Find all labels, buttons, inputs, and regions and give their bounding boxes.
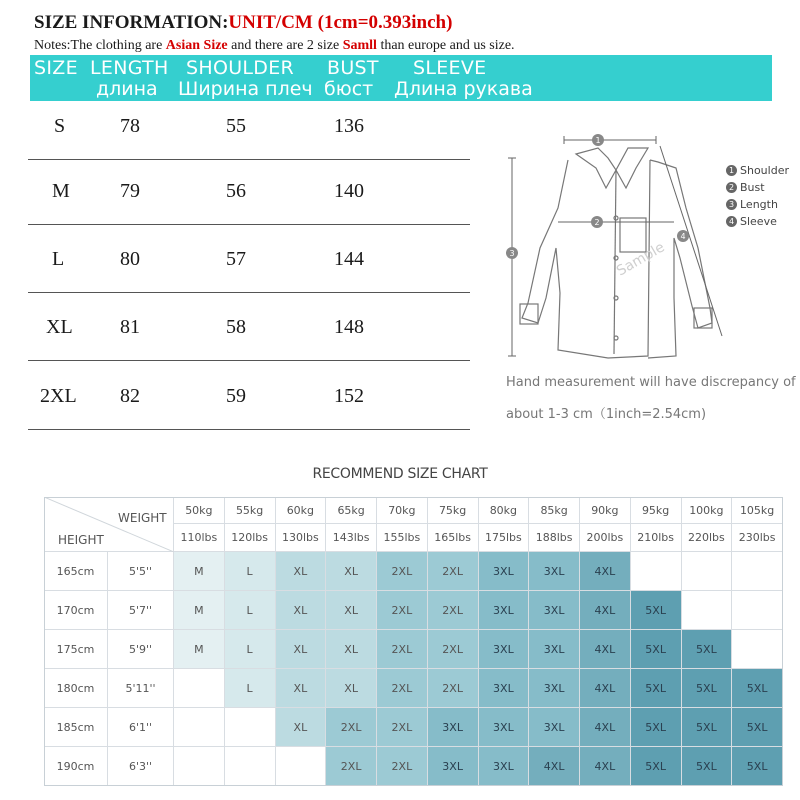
size-cell: M [174, 591, 225, 630]
legend-item [726, 213, 789, 230]
col-shoulder: SHOULDER [186, 57, 295, 79]
height-cm: 180cm [44, 669, 108, 708]
size-row [28, 157, 470, 225]
legend-label: Shoulder [740, 164, 789, 177]
notes-mid: and there are 2 size [227, 38, 343, 53]
size-cell: M [174, 630, 225, 669]
notes-small: Samll [342, 38, 377, 53]
weight-lbs-header: 220lbs [682, 524, 733, 552]
diagram-watermark: Sample [614, 239, 668, 280]
size-cell: L [225, 630, 276, 669]
size-cell: 5XL [682, 669, 733, 708]
size-cell: 3XL [479, 591, 530, 630]
size-cell: 3XL [529, 552, 580, 591]
shoulder-value: 56 [226, 180, 246, 202]
size-cell: 4XL [580, 630, 631, 669]
height-cm: 165cm [44, 552, 108, 591]
bust-value: 144 [334, 248, 364, 270]
weight-kg-header: 75kg [428, 497, 479, 524]
legend-item [726, 196, 789, 213]
size-cell: 3XL [529, 591, 580, 630]
size-cell: 4XL [580, 708, 631, 747]
size-cell: L [225, 669, 276, 708]
size-cell: 2XL [377, 552, 428, 591]
legend-label: Length [740, 198, 778, 211]
size-cell: XL [276, 708, 327, 747]
col-shoulder-ru: Ширина плеч [178, 78, 313, 100]
size-cell: XL [326, 669, 377, 708]
size-cell: 3XL [479, 747, 530, 786]
legend-num: 3 [726, 199, 737, 210]
size-cell: 5XL [631, 630, 682, 669]
col-bust-ru: бюст [324, 78, 374, 100]
height-ft: 5'5'' [108, 552, 174, 591]
col-sleeve: SLEEVE [413, 57, 487, 79]
size-cell: XL [276, 591, 327, 630]
marker-2: 2 [594, 218, 600, 227]
size-cell: 3XL [479, 669, 530, 708]
size-cell: 3XL [428, 708, 479, 747]
size-row [28, 225, 470, 293]
col-sleeve-ru: Длина рукава [394, 78, 533, 100]
length-value: 78 [120, 115, 140, 137]
weight-lbs-header: 143lbs [326, 524, 377, 552]
size-cell [682, 552, 733, 591]
size-label: M [52, 180, 70, 202]
size-cell: XL [326, 591, 377, 630]
measure-legend [726, 162, 789, 230]
size-cell [174, 708, 225, 747]
notes-asian-size: Asian Size [165, 38, 228, 53]
size-row [28, 362, 470, 430]
col-bust: BUST [327, 57, 379, 79]
shoulder-value: 57 [226, 248, 246, 270]
size-label: S [54, 115, 66, 137]
size-cell: 5XL [682, 630, 733, 669]
length-value: 81 [120, 316, 140, 338]
size-cell [631, 552, 682, 591]
size-cell: 2XL [428, 552, 479, 591]
size-cell: 5XL [682, 708, 733, 747]
length-value: 79 [120, 180, 140, 202]
weight-lbs-header: 230lbs [732, 524, 783, 552]
size-cell: 5XL [631, 591, 682, 630]
size-cell: 2XL [428, 591, 479, 630]
legend-num: 4 [726, 216, 737, 227]
size-label: 2XL [40, 385, 77, 407]
size-cell: 5XL [631, 708, 682, 747]
weight-kg-header: 65kg [326, 497, 377, 524]
recommend-size-chart [44, 497, 783, 786]
recommend-title: RECOMMEND SIZE CHART [312, 466, 488, 482]
weight-kg-header: 105kg [732, 497, 783, 524]
size-cell: 4XL [580, 669, 631, 708]
size-cell: 5XL [732, 708, 783, 747]
size-cell [225, 747, 276, 786]
legend-label: Bust [740, 181, 765, 194]
measure-note-line2: about 1-3 cm（1inch=2.54cm) [506, 407, 707, 422]
size-cell: 2XL [377, 630, 428, 669]
size-cell [682, 591, 733, 630]
size-cell: 5XL [631, 747, 682, 786]
weight-kg-header: 100kg [682, 497, 733, 524]
weight-kg-header: 90kg [580, 497, 631, 524]
height-cm: 175cm [44, 630, 108, 669]
bust-value: 148 [334, 316, 364, 338]
row-divider [28, 360, 470, 361]
title-unit: UNIT/CM (1cm=0.393inch) [228, 12, 453, 33]
size-cell: 2XL [377, 708, 428, 747]
size-cell: XL [326, 630, 377, 669]
weight-lbs-header: 130lbs [276, 524, 327, 552]
size-cell: XL [276, 630, 327, 669]
shoulder-value: 59 [226, 385, 246, 407]
size-cell: XL [326, 552, 377, 591]
col-length-ru: длина [96, 78, 158, 100]
weight-lbs-header: 188lbs [529, 524, 580, 552]
size-cell [732, 591, 783, 630]
shirt-diagram [498, 118, 798, 378]
size-label: L [52, 248, 65, 270]
height-cm: 170cm [44, 591, 108, 630]
weight-lbs-header: 200lbs [580, 524, 631, 552]
shoulder-value: 58 [226, 316, 246, 338]
weight-kg-header: 60kg [276, 497, 327, 524]
height-label: HEIGHT [58, 533, 104, 547]
legend-label: Sleeve [740, 215, 777, 228]
legend-item [726, 162, 789, 179]
weight-kg-header: 80kg [479, 497, 530, 524]
size-cell: 5XL [732, 747, 783, 786]
weight-kg-header: 50kg [174, 497, 225, 524]
size-cell: 4XL [580, 747, 631, 786]
marker-3: 3 [509, 249, 515, 258]
height-ft: 5'7'' [108, 591, 174, 630]
bust-value: 136 [334, 115, 364, 137]
bust-value: 152 [334, 385, 364, 407]
height-ft: 5'11'' [108, 669, 174, 708]
size-cell: 3XL [529, 669, 580, 708]
height-cm: 185cm [44, 708, 108, 747]
size-cell: L [225, 591, 276, 630]
weight-lbs-header: 165lbs [428, 524, 479, 552]
size-cell: 4XL [580, 591, 631, 630]
weight-kg-header: 70kg [377, 497, 428, 524]
size-cell: 3XL [479, 552, 530, 591]
size-cell: 3XL [428, 747, 479, 786]
legend-num: 2 [726, 182, 737, 193]
size-cell: M [174, 552, 225, 591]
page-title [34, 12, 452, 34]
notes-text [34, 38, 515, 54]
size-cell: L [225, 552, 276, 591]
size-cell: XL [276, 669, 327, 708]
size-cell: 3XL [529, 708, 580, 747]
size-cell [174, 669, 225, 708]
length-value: 80 [120, 248, 140, 270]
size-cell: 2XL [377, 669, 428, 708]
notes-pre: Notes:The clothing are [34, 38, 166, 53]
size-cell: 3XL [479, 630, 530, 669]
col-length: LENGTH [90, 57, 169, 79]
size-cell: 5XL [631, 669, 682, 708]
size-cell: 2XL [428, 669, 479, 708]
size-cell: XL [276, 552, 327, 591]
col-size: SIZE [34, 57, 78, 79]
size-cell: 5XL [732, 669, 783, 708]
row-divider [28, 429, 470, 430]
weight-lbs-header: 120lbs [225, 524, 276, 552]
size-cell [732, 552, 783, 591]
height-cm: 190cm [44, 747, 108, 786]
size-cell: 2XL [326, 708, 377, 747]
marker-1: 1 [595, 136, 601, 145]
weight-lbs-header: 210lbs [631, 524, 682, 552]
legend-num: 1 [726, 165, 737, 176]
weight-kg-header: 95kg [631, 497, 682, 524]
weight-lbs-header: 110lbs [174, 524, 225, 552]
size-cell: 3XL [479, 708, 530, 747]
size-label: XL [46, 316, 73, 338]
size-cell [732, 630, 783, 669]
marker-4: 4 [680, 232, 686, 241]
size-cell: 2XL [377, 591, 428, 630]
size-cell [174, 747, 225, 786]
size-cell: 5XL [682, 747, 733, 786]
weight-kg-header: 55kg [225, 497, 276, 524]
height-ft: 6'3'' [108, 747, 174, 786]
size-cell: 2XL [377, 747, 428, 786]
size-cell [276, 747, 327, 786]
header-corner [44, 497, 174, 552]
shoulder-value: 55 [226, 115, 246, 137]
shirt-illustration [498, 118, 798, 378]
measure-note-line1: Hand measurement will have discrepancy of [506, 375, 796, 390]
length-value: 82 [120, 385, 140, 407]
weight-lbs-header: 175lbs [479, 524, 530, 552]
size-cell: 3XL [529, 630, 580, 669]
size-cell: 2XL [428, 630, 479, 669]
weight-kg-header: 85kg [529, 497, 580, 524]
size-cell [225, 708, 276, 747]
weight-label: WEIGHT [118, 511, 167, 525]
size-row [28, 92, 470, 160]
notes-post: than europe and us size. [376, 38, 515, 53]
height-ft: 6'1'' [108, 708, 174, 747]
size-cell: 2XL [326, 747, 377, 786]
legend-item [726, 179, 789, 196]
title-main: SIZE INFORMATION: [34, 12, 229, 33]
weight-lbs-header: 155lbs [377, 524, 428, 552]
size-cell: 4XL [580, 552, 631, 591]
size-row [28, 293, 470, 361]
bust-value: 140 [334, 180, 364, 202]
size-cell: 4XL [529, 747, 580, 786]
height-ft: 5'9'' [108, 630, 174, 669]
